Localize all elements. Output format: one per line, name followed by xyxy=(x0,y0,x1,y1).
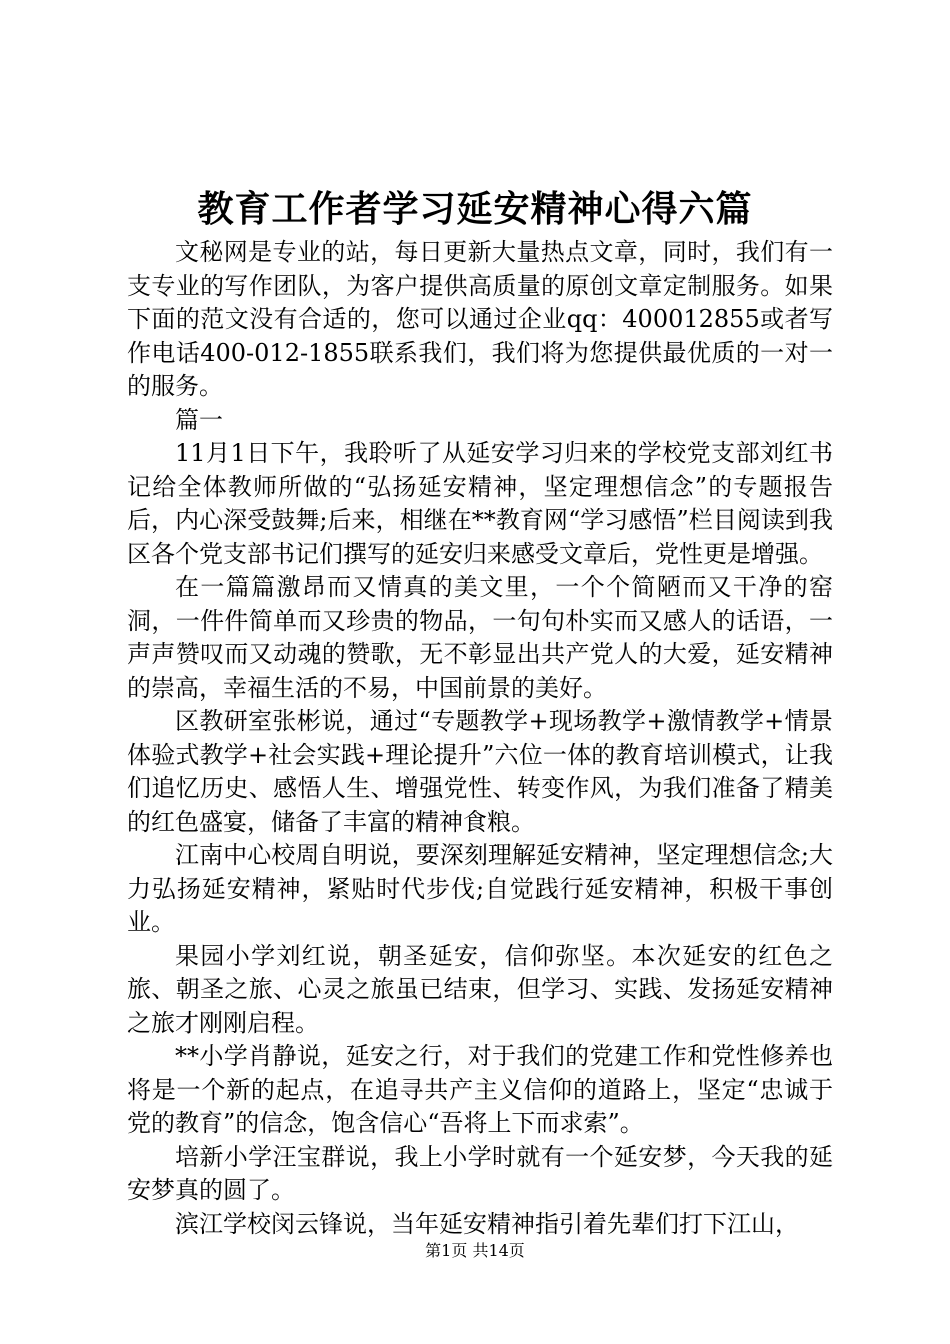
document-body xyxy=(127,236,833,1241)
page-number-footer: 第1页 共14页 xyxy=(425,1241,525,1260)
body-paragraph: 在一篇篇激昂而又情真的美文里，一个个简陋而又干净的窑洞，一件件简单而又珍贵的物品，一句句朴实而又感人的话语，一声声赞叹而又动魂的赞歌，无不彰显出共产党人的大爱，延安精神的崇高，幸福生活的不易，中国前景的美好。 xyxy=(127,573,833,702)
body-paragraph: **小学肖静说，延安之行，对于我们的党建工作和党性修养也将是一个新的起点，在追寻共产主义信仰的道路上，坚定“忠诚于党的教育”的信念，饱含信心“吾将上下而求索”。 xyxy=(127,1042,833,1137)
document-title: 教育工作者学习延安精神心得六篇 xyxy=(197,188,753,230)
body-paragraph: 11月1日下午，我聆听了从延安学习归来的学校党支部刘红书记给全体教师所做的“弘扬延安精神，坚定理想信念”的专题报告后，内心深受鼓舞;后来，相继在**教育网“学习感悟”栏目阅读到我区各个党支部书记们撰写的延安归来感受文章后，党性更是增强。 xyxy=(127,439,833,568)
body-paragraph: 滨江学校闵云锋说，当年延安精神指引着先辈们打下江山， xyxy=(175,1209,799,1238)
section-heading: 篇一 xyxy=(175,405,223,434)
body-paragraph: 培新小学汪宝群说，我上小学时就有一个延安梦，今天我的延安梦真的圆了。 xyxy=(127,1142,833,1204)
body-paragraph: 果园小学刘红说，朝圣延安，信仰弥坚。本次延安的红色之旅、朝圣之旅、心灵之旅虽已结束，但学习、实践、发扬延安精神之旅才刚刚启程。 xyxy=(127,941,833,1037)
body-paragraph: 江南中心校周自明说，要深刻理解延安精神，坚定理想信念;大力弘扬延安精神，紧贴时代步伐;自觉践行延安精神，积极干事创业。 xyxy=(127,841,833,936)
body-paragraph: 区教研室张彬说，通过“专题教学+现场教学+激情教学+情景体验式教学+社会实践+理论提升”六位一体的教育培训模式，让我们追忆历史、感悟人生、增强党性、转变作风，为我们准备了精美的红色盛宴，储备了丰富的精神食粮。 xyxy=(127,707,833,836)
intro-paragraph: 文秘网是专业的站，每日更新大量热点文章，同时，我们有一支专业的写作团队，为客户提供高质量的原创文章定制服务。如果下面的范文没有合适的，您可以通过企业qq：400012855或者写作电话400-012-1855联系我们，我们将为您提供最优质的一对一的服务。 xyxy=(127,238,833,400)
